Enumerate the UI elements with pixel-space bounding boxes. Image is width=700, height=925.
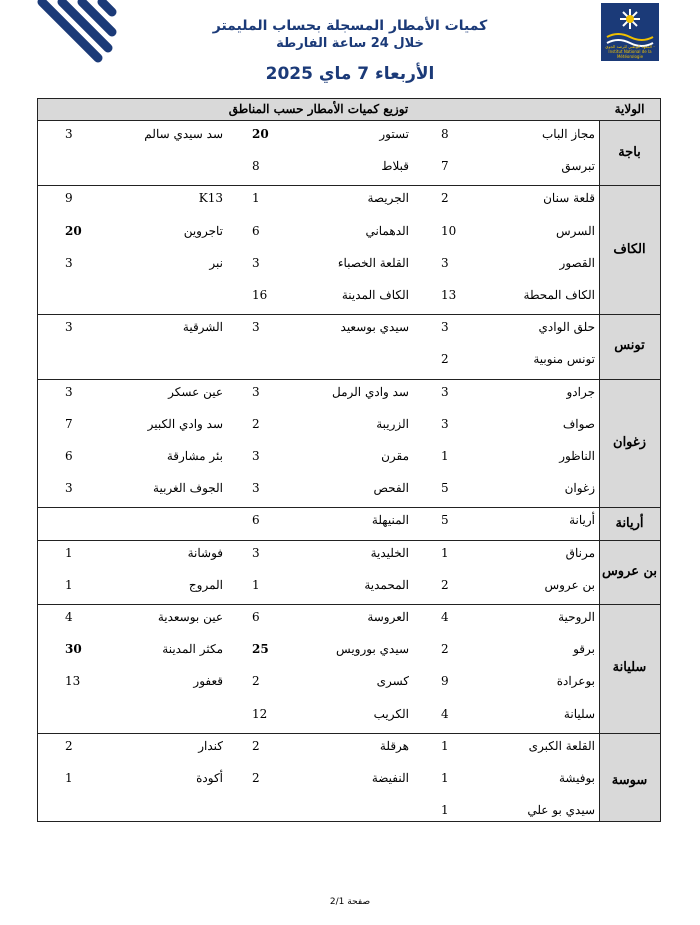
station-name: القلعة الكبرى xyxy=(528,738,595,753)
governorate-separator xyxy=(38,314,660,315)
station-name: زغوان xyxy=(564,481,595,496)
station-name: الكريب xyxy=(373,706,409,721)
rainfall-value: 3 xyxy=(441,416,449,431)
logo-caption: المعهد الوطني للرصد الجوي - Institut National de la Météorologie xyxy=(605,44,655,59)
decorative-stripes xyxy=(30,0,120,70)
table-header xyxy=(38,99,660,121)
rainfall-value: 6 xyxy=(252,610,260,624)
table-row xyxy=(38,640,599,658)
rainfall-value: 2 xyxy=(441,577,449,592)
station-name: جرادو xyxy=(566,384,595,399)
governorate-separator xyxy=(38,733,660,734)
rainfall-value: 1 xyxy=(65,577,73,592)
rainfall-value: 3 xyxy=(252,320,260,335)
station-name: مقرن xyxy=(381,449,409,463)
station-name: سد وادي الرمل xyxy=(332,384,409,399)
station-name: كندار xyxy=(198,738,223,753)
table-row xyxy=(38,189,599,207)
station-name: قلعة سنان xyxy=(543,191,595,206)
governorate-name: أريانة xyxy=(615,515,644,531)
table-row xyxy=(38,318,599,336)
governorate-separator xyxy=(38,507,660,508)
rainfall-value: 7 xyxy=(65,416,73,431)
rainfall-value: 12 xyxy=(252,706,268,721)
report-title: كميات الأمطار المسجلة بحساب المليمتر xyxy=(212,18,488,34)
station-name: برقو xyxy=(573,642,595,657)
rainfall-value: 7 xyxy=(441,159,449,174)
station-name: الروحية xyxy=(558,610,595,624)
rainfall-value: 10 xyxy=(441,223,457,238)
table-row xyxy=(38,447,599,465)
governorate-separator xyxy=(38,379,660,380)
governorate-name: سليانة xyxy=(612,660,647,676)
rainfall-value: 13 xyxy=(441,288,457,302)
rainfall-value: 3 xyxy=(252,545,260,560)
station-name: نبر xyxy=(209,255,223,270)
rainfall-value: 3 xyxy=(441,320,449,335)
station-name: هرقلة xyxy=(379,738,409,753)
station-name: تاجروين xyxy=(183,223,223,238)
rainfall-value: 8 xyxy=(441,127,449,141)
rainfall-value: 3 xyxy=(65,320,73,335)
station-name: بئر مشارقة xyxy=(166,449,223,463)
governorate-name: باجة xyxy=(618,145,641,161)
station-name: سد سيدي سالم xyxy=(144,127,223,141)
report-subtitle: خلال 24 ساعة الفارطة xyxy=(276,36,424,51)
rainfall-value: 30 xyxy=(65,642,82,657)
table-row xyxy=(38,769,599,787)
rainfall-value: 3 xyxy=(65,127,73,141)
station-name: السرس xyxy=(556,223,595,238)
table-row xyxy=(38,511,599,529)
table-row xyxy=(38,222,599,240)
station-name: سيدي بورويس xyxy=(336,642,409,657)
station-name: الفحص xyxy=(373,481,409,496)
header-zones: توزيع كميات الأمطار حسب المناطق xyxy=(228,102,409,116)
rainfall-value: 1 xyxy=(441,738,449,753)
station-name: الكاف المدينة xyxy=(341,288,409,302)
station-name: صواف xyxy=(562,416,595,431)
station-name: فوشانة xyxy=(187,545,223,560)
rainfall-value: 4 xyxy=(441,610,449,624)
station-name: مكثر المدينة xyxy=(162,642,223,657)
station-name: K13 xyxy=(198,191,223,206)
station-name: القصور xyxy=(559,255,595,270)
rainfall-value: 9 xyxy=(65,191,73,206)
table-row xyxy=(38,672,599,690)
rainfall-value: 4 xyxy=(441,706,449,721)
rainfall-value: 3 xyxy=(65,481,73,496)
station-name: تونس منوبية xyxy=(533,352,595,367)
station-name: سد وادي الكبير xyxy=(147,416,223,431)
station-name: حلق الوادي xyxy=(538,320,595,335)
governorate-name: سوسة xyxy=(611,773,648,789)
page-number: صفحة 2/1 xyxy=(329,897,371,907)
rainfall-value: 3 xyxy=(252,481,260,496)
station-name: الناظور xyxy=(559,449,595,463)
rainfall-value: 2 xyxy=(441,642,449,657)
rainfall-value: 16 xyxy=(252,288,268,302)
governorate-separator xyxy=(38,540,660,541)
rainfall-value: 1 xyxy=(441,771,449,785)
rainfall-value: 2 xyxy=(65,738,73,753)
station-name: عين بوسعدية xyxy=(157,610,223,624)
rainfall-value: 13 xyxy=(65,674,81,689)
station-name: كسرى xyxy=(376,674,409,689)
station-name: المنيهلة xyxy=(371,513,409,528)
rainfall-table xyxy=(37,98,661,822)
rainfall-value: 20 xyxy=(65,223,82,238)
table-row xyxy=(38,608,599,626)
table-row xyxy=(38,544,599,562)
station-name: الدهماني xyxy=(365,223,409,238)
station-name: سليانة xyxy=(563,706,595,721)
station-name: سيدي بوسعيد xyxy=(340,320,409,335)
inm-logo xyxy=(601,3,659,61)
rainfall-value: 3 xyxy=(441,384,449,399)
station-name: مجاز الباب xyxy=(541,127,595,141)
station-name: العروسة xyxy=(367,610,409,624)
wilaya-column xyxy=(599,99,660,821)
station-name: النفيضة xyxy=(371,771,409,785)
rainfall-value: 6 xyxy=(252,223,260,238)
rainfall-value: 2 xyxy=(441,352,449,367)
table-row xyxy=(38,254,599,272)
station-name: تبرسق xyxy=(561,159,595,174)
rainfall-value: 2 xyxy=(252,416,260,431)
station-name: بوفيشة xyxy=(558,771,595,785)
table-row xyxy=(38,479,599,497)
header-wilaya: الولاية xyxy=(614,102,645,116)
station-name: قعفور xyxy=(193,674,223,689)
table-row xyxy=(38,125,599,143)
station-name: الكاف المحطة xyxy=(523,288,595,302)
rainfall-value: 2 xyxy=(252,674,260,689)
rainfall-value: 9 xyxy=(441,674,449,689)
rainfall-value: 3 xyxy=(252,255,260,270)
station-name: الجوف الغربية xyxy=(153,481,223,496)
governorate-name: تونس xyxy=(614,338,645,354)
station-name: أكودة xyxy=(196,771,223,785)
rainfall-value: 20 xyxy=(252,127,269,141)
table-row xyxy=(38,383,599,401)
rainfall-value: 4 xyxy=(65,610,73,624)
station-name: الشرقية xyxy=(182,320,223,335)
table-row xyxy=(38,415,599,433)
table-row xyxy=(38,737,599,755)
rainfall-value: 5 xyxy=(441,513,449,528)
rainfall-value: 1 xyxy=(441,449,449,463)
rainfall-value: 1 xyxy=(65,771,73,785)
rainfall-value: 6 xyxy=(252,513,260,528)
station-name: سيدي بو علي xyxy=(527,803,595,818)
station-name: المحمدية xyxy=(364,577,409,592)
governorate-name: زغوان xyxy=(613,435,646,450)
rainfall-value: 2 xyxy=(252,738,260,753)
rainfall-value: 2 xyxy=(252,771,260,785)
rainfall-value: 1 xyxy=(65,545,73,560)
table-row xyxy=(38,350,599,368)
rainfall-value: 1 xyxy=(252,191,260,206)
station-name: مرناق xyxy=(565,545,595,560)
governorate-separator xyxy=(38,185,660,186)
station-name: الخليدية xyxy=(370,545,409,560)
report-date: الأربعاء 7 ماي 2025 xyxy=(265,64,435,84)
governorate-separator xyxy=(38,604,660,605)
station-name: قبلاط xyxy=(381,159,409,174)
governorate-name: بن عروس xyxy=(601,563,658,579)
station-name: الجريصة xyxy=(367,191,409,206)
station-name: عين عسكر xyxy=(168,384,223,399)
station-name: القلعة الخصباء xyxy=(337,255,409,270)
rainfall-value: 3 xyxy=(252,449,260,463)
rainfall-value: 25 xyxy=(252,642,269,657)
rainfall-value: 5 xyxy=(441,481,449,496)
table-row xyxy=(38,705,599,723)
rainfall-value: 2 xyxy=(441,191,449,206)
station-name: بن عروس xyxy=(544,577,595,592)
rainfall-value: 1 xyxy=(252,577,260,592)
rainfall-value: 1 xyxy=(441,545,449,560)
station-name: بوعرادة xyxy=(556,674,595,689)
table-row xyxy=(38,801,599,819)
rainfall-value: 3 xyxy=(252,384,260,399)
rainfall-value: 8 xyxy=(252,159,260,174)
table-row xyxy=(38,576,599,594)
rainfall-value: 3 xyxy=(441,255,449,270)
station-name: أريانة xyxy=(569,513,595,528)
table-row xyxy=(38,157,599,175)
rainfall-value: 6 xyxy=(65,449,73,463)
table-row xyxy=(38,286,599,304)
rainfall-value: 3 xyxy=(65,255,73,270)
governorate-name: الكاف xyxy=(613,241,646,257)
station-name: تستور xyxy=(379,127,409,141)
rainfall-value: 1 xyxy=(441,803,449,818)
station-name: المروج xyxy=(188,577,223,592)
rainfall-value: 3 xyxy=(65,384,73,399)
station-name: الزريبة xyxy=(376,416,409,431)
